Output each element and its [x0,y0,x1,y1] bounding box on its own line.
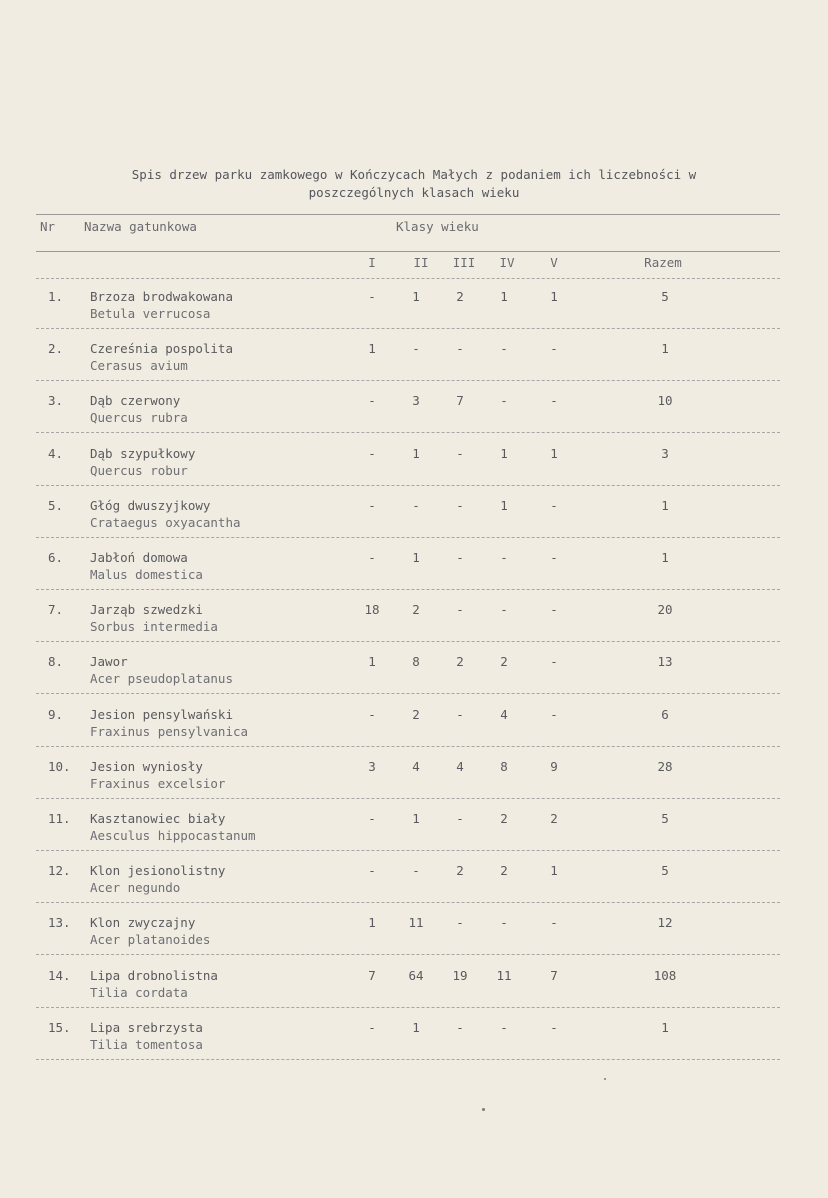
row-number: 3. [48,393,64,408]
row-total: 3 [661,446,669,461]
age-class-3-count: - [456,915,464,930]
age-class-2-count: - [412,341,420,356]
age-class-3-count: - [456,707,464,722]
row-divider [36,537,780,538]
age-class-2-count: 1 [412,1020,420,1035]
species-name-polish: Głóg dwuszyjkowy [90,498,211,513]
species-name-polish: Lipa srebrzysta [90,1020,203,1035]
table-top-rule [36,214,780,215]
age-class-1-count: - [368,393,376,408]
row-divider [36,1059,780,1060]
header-age-classes: Klasy wieku [396,219,479,234]
age-class-5-count: - [550,1020,558,1035]
age-class-3-count: - [456,602,464,617]
row-number: 10. [48,759,71,774]
row-divider [36,746,780,747]
age-class-3-count: 4 [456,759,464,774]
age-class-4-count: 1 [500,498,508,513]
header-class-2: II [413,255,429,270]
row-number: 5. [48,498,64,513]
row-total: 1 [661,498,669,513]
age-class-3-count: 2 [456,654,464,669]
row-total: 20 [657,602,673,617]
age-class-5-count: - [550,341,558,356]
species-name-polish: Kasztanowiec biały [90,811,226,826]
age-class-5-count: - [550,707,558,722]
species-name-latin: Cerasus avium [90,358,188,373]
row-number: 12. [48,863,71,878]
age-class-3-count: - [456,446,464,461]
paper-speck [482,1108,485,1111]
age-class-1-count: - [368,863,376,878]
title-line-1: Spis drzew parku zamkowego w Kończycach Małych z podaniem ich liczebności w [131,167,697,182]
species-name-polish: Jawor [90,654,128,669]
row-number: 11. [48,811,71,826]
age-class-5-count: - [550,654,558,669]
header-nr: Nr [40,219,56,234]
species-name-latin: Crataegus oxyacantha [90,515,241,530]
age-class-3-count: - [456,1020,464,1035]
age-class-2-count: 8 [412,654,420,669]
document-title [40,166,788,202]
age-class-2-count: 2 [412,707,420,722]
species-name-latin: Malus domestica [90,567,203,582]
row-divider [36,380,780,381]
age-class-1-count: 3 [368,759,376,774]
species-name-polish: Jabłoń domowa [90,550,188,565]
species-name-polish: Lipa drobnolistna [90,968,218,983]
species-name-polish: Dąb szypułkowy [90,446,196,461]
species-name-latin: Sorbus intermedia [90,619,218,634]
age-class-1-count: 18 [364,602,380,617]
age-class-5-count: 9 [550,759,558,774]
age-class-4-count: 1 [500,446,508,461]
row-number: 15. [48,1020,71,1035]
age-class-4-count: 2 [500,654,508,669]
age-class-3-count: 19 [452,968,468,983]
age-class-1-count: - [368,446,376,461]
species-name-polish: Jesion pensylwański [90,707,233,722]
species-name-latin: Tilia cordata [90,985,188,1000]
row-number: 6. [48,550,64,565]
age-class-5-count: - [550,550,558,565]
species-name-latin: Acer pseudoplatanus [90,671,233,686]
row-number: 1. [48,289,64,304]
age-class-1-count: - [368,1020,376,1035]
age-class-3-count: 2 [456,863,464,878]
age-class-1-count: 1 [368,915,376,930]
age-class-5-count: 1 [550,446,558,461]
age-class-3-count: 2 [456,289,464,304]
age-class-1-count: 7 [368,968,376,983]
species-name-polish: Klon zwyczajny [90,915,196,930]
species-name-polish: Brzoza brodwakowana [90,289,233,304]
row-total: 1 [661,550,669,565]
row-total: 1 [661,341,669,356]
age-class-5-count: - [550,498,558,513]
row-number: 8. [48,654,64,669]
header-bottom-rule [36,278,780,279]
species-name-latin: Acer negundo [90,880,181,895]
species-name-latin: Fraxinus pensylvanica [90,724,249,739]
row-total: 1 [661,1020,669,1035]
age-class-1-count: - [368,498,376,513]
age-class-5-count: 1 [550,289,558,304]
row-number: 9. [48,707,64,722]
age-class-2-count: 1 [412,811,420,826]
age-class-4-count: 4 [500,707,508,722]
age-class-4-count: 2 [500,863,508,878]
age-class-1-count: 1 [368,341,376,356]
row-number: 13. [48,915,71,930]
age-class-4-count: 11 [496,968,512,983]
species-name-latin: Aesculus hippocastanum [90,828,256,843]
age-class-1-count: - [368,707,376,722]
header-mid-rule [36,251,780,252]
row-number: 7. [48,602,64,617]
species-name-latin: Quercus rubra [90,410,188,425]
species-name-latin: Tilia tomentosa [90,1037,203,1052]
species-name-latin: Fraxinus excelsior [90,776,226,791]
age-class-2-count: 1 [412,446,420,461]
row-divider [36,850,780,851]
age-class-4-count: 1 [500,289,508,304]
header-name: Nazwa gatunkowa [84,219,197,234]
row-number: 2. [48,341,64,356]
row-number: 14. [48,968,71,983]
species-name-polish: Klon jesionolistny [90,863,226,878]
age-class-2-count: 1 [412,289,420,304]
row-divider [36,641,780,642]
age-class-2-count: 64 [408,968,424,983]
age-class-4-count: 8 [500,759,508,774]
age-class-3-count: - [456,550,464,565]
row-divider [36,432,780,433]
row-divider [36,1007,780,1008]
age-class-3-count: - [456,811,464,826]
paper-speck [604,1078,606,1080]
age-class-4-count: - [500,1020,508,1035]
row-total: 10 [657,393,673,408]
header-class-3: III [452,255,476,270]
age-class-4-count: - [500,341,508,356]
species-name-polish: Jarząb szwedzki [90,602,203,617]
species-name-polish: Jesion wyniosły [90,759,203,774]
header-class-5: V [550,255,558,270]
age-class-2-count: - [412,498,420,513]
row-total: 28 [657,759,673,774]
row-divider [36,902,780,903]
header-total: Razem [644,255,682,270]
age-class-2-count: 11 [408,915,424,930]
species-name-latin: Betula verrucosa [90,306,211,321]
age-class-4-count: 2 [500,811,508,826]
age-class-5-count: 2 [550,811,558,826]
row-total: 108 [653,968,677,983]
row-divider [36,693,780,694]
age-class-2-count: - [412,863,420,878]
age-class-4-count: - [500,602,508,617]
age-class-5-count: 7 [550,968,558,983]
row-total: 6 [661,707,669,722]
row-total: 12 [657,915,673,930]
species-name-polish: Czereśnia pospolita [90,341,233,356]
age-class-4-count: - [500,393,508,408]
row-total: 5 [661,863,669,878]
row-divider [36,954,780,955]
age-class-5-count: - [550,602,558,617]
age-class-4-count: - [500,550,508,565]
row-number: 4. [48,446,64,461]
age-class-4-count: - [500,915,508,930]
row-divider [36,485,780,486]
row-divider [36,328,780,329]
row-total: 5 [661,811,669,826]
row-divider [36,798,780,799]
age-class-5-count: 1 [550,863,558,878]
age-class-2-count: 1 [412,550,420,565]
age-class-5-count: - [550,393,558,408]
species-name-latin: Acer platanoides [90,932,211,947]
age-class-1-count: - [368,289,376,304]
row-divider [36,589,780,590]
header-class-1: I [368,255,376,270]
age-class-3-count: - [456,341,464,356]
age-class-3-count: - [456,498,464,513]
age-class-3-count: 7 [456,393,464,408]
age-class-2-count: 3 [412,393,420,408]
age-class-2-count: 2 [412,602,420,617]
row-total: 5 [661,289,669,304]
age-class-1-count: - [368,550,376,565]
species-name-polish: Dąb czerwony [90,393,181,408]
age-class-5-count: - [550,915,558,930]
header-class-4: IV [499,255,515,270]
age-class-1-count: - [368,811,376,826]
title-line-2: poszczególnych klasach wieku [308,185,520,200]
age-class-1-count: 1 [368,654,376,669]
row-total: 13 [657,654,673,669]
age-class-2-count: 4 [412,759,420,774]
species-name-latin: Quercus robur [90,463,188,478]
